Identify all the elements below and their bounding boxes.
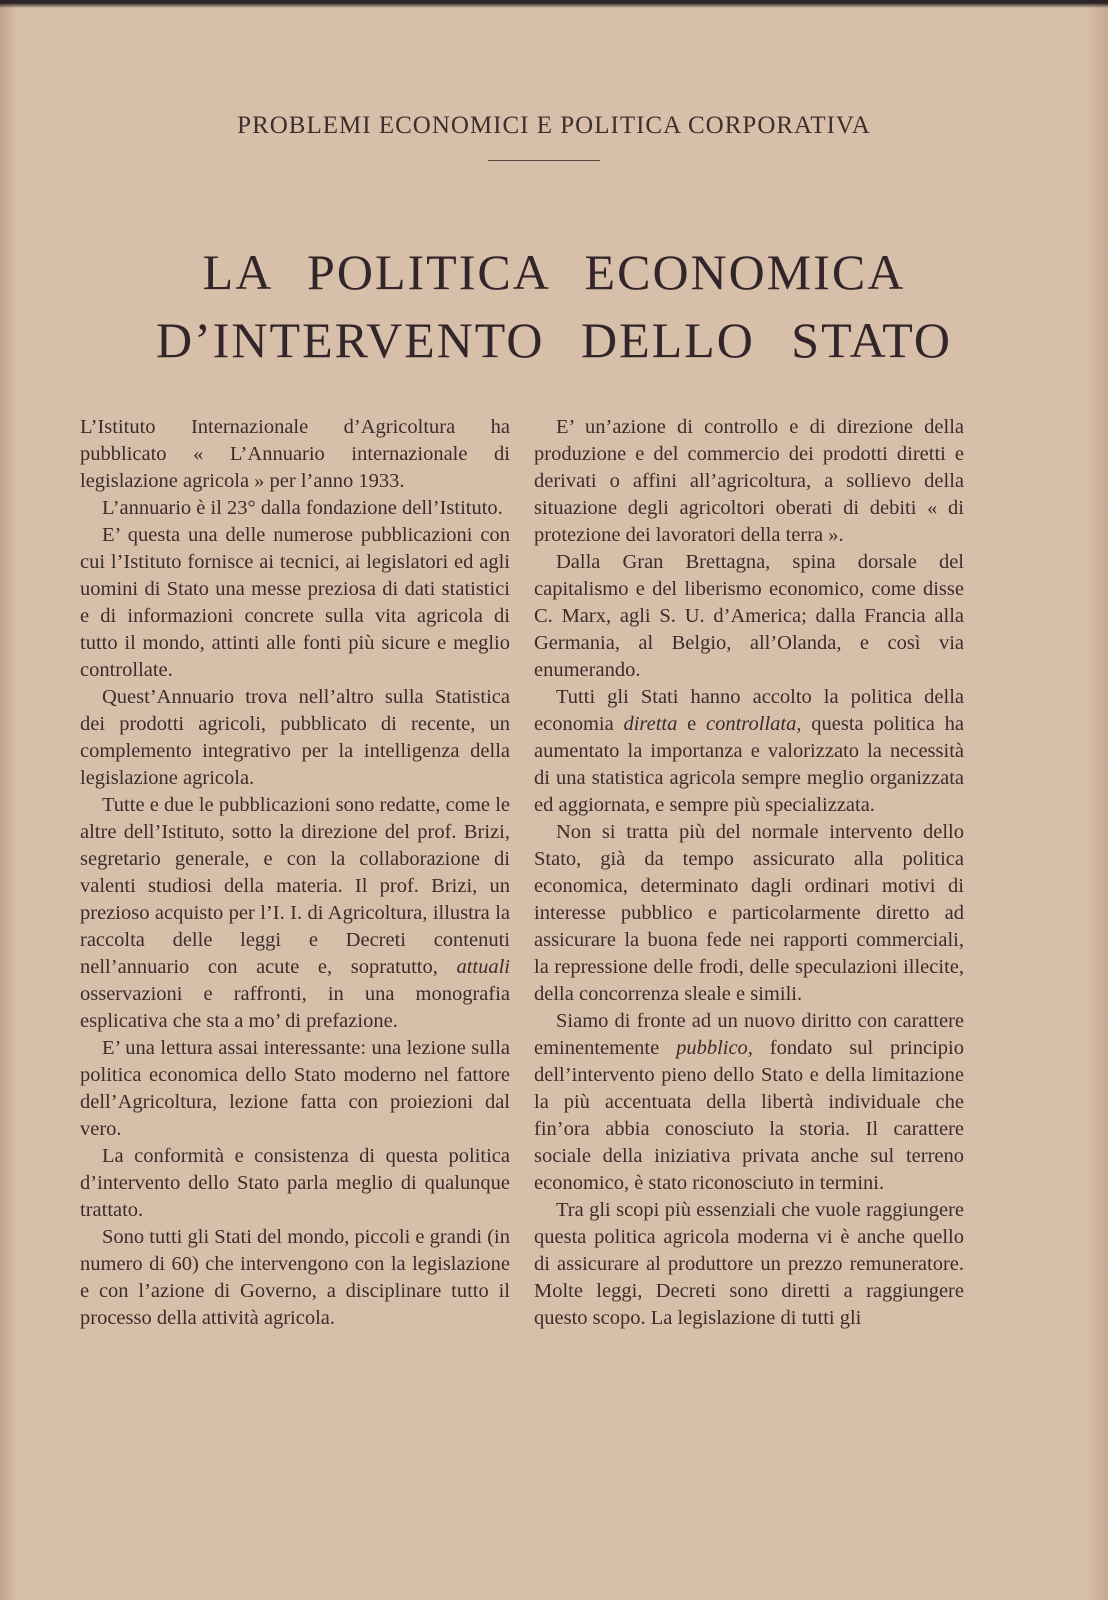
paragraph: L’Istituto Internazionale d’Agricoltura ha pubblicato « L’Annuario internazionale di legislazione agricola » per l’anno 1933. bbox=[80, 416, 510, 492]
italic-text: controllata, bbox=[706, 713, 802, 735]
paragraph: Sono tutti gli Stati del mondo, piccoli e grandi (in numero di 60) che intervengono con la legislazione e con l’azione di Governo, a disciplinare tutto il processo della attività agricola. bbox=[80, 1226, 510, 1329]
paragraph bbox=[534, 1008, 964, 1197]
paragraph: E’ una lettura assai interessante: una lezione sulla politica economica dello Stato moderno nel fattore dell’Agricoltura, lezione fatta con proiezioni dal vero. bbox=[80, 1037, 510, 1140]
paragraph: E’ un’azione di controllo e di direzione della produzione e del commercio dei prodotti diretti e derivati o affini all’agricoltura, a sollievo della situazione degli agricoltori oberati di debiti « di protezione dei lavoratori della terra ». bbox=[534, 416, 964, 546]
italic-text: diretta bbox=[623, 713, 678, 735]
text-run: fondato sul principio dell’intervento pieno dello Stato e della limitazione la più accentuata della libertà individuale che fin’ora abbia conosciuto la storia. Il carattere sociale della iniziativa privata anche sul terreno economico, è stato riconosciuto in termini. bbox=[534, 1037, 964, 1194]
article-title-line-2: D’INTERVENTO DELLO STATO bbox=[156, 312, 952, 368]
running-head: PROBLEMI ECONOMICI E POLITICA CORPORATIVA bbox=[237, 112, 871, 139]
text-run: Tutti gli Stati hanno accolto la politica della economia bbox=[534, 686, 964, 735]
paragraph: Non si tratta più del normale intervento dello Stato, già da tempo assicurato alla politica economica, determinato dagli ordinari motivi di interesse pubblico e particolarmente diretto ad assicurare la buona fede nei rapporti commerciali, la repressione delle frodi, delle speculazioni illecite, della concorrenza sleale e simili. bbox=[534, 821, 964, 1005]
page-top-edge bbox=[0, 0, 1108, 8]
text-run: osservazioni e raffronti, in una monografia esplicativa che sta a mo’ di prefazione. bbox=[80, 983, 510, 1032]
left-column bbox=[80, 414, 510, 1332]
right-column bbox=[534, 414, 964, 1332]
paragraph: Dalla Gran Brettagna, spina dorsale del capitalismo e del liberismo economico, come disse C. Marx, agli S. U. d’America; dalla Francia alla Germania, al Belgio, all’Olanda, e così via enumerando. bbox=[534, 551, 964, 681]
paragraph: L’annuario è il 23° dalla fondazione dell’Istituto. bbox=[102, 497, 503, 519]
text-run: e bbox=[677, 713, 707, 735]
text-run: Tutte e due le pubblicazioni sono redatte, come le altre dell’Istituto, sotto la direzione del prof. Brizi, segretario generale, e con la collaborazione di valenti studiosi della materia. Il prof. Brizi, un prezioso acquisto per l’I. I. di Agricoltura, illustra la raccolta delle leggi e Decreti contenuti nell’annuario con acute e, sopratutto, bbox=[80, 794, 510, 978]
article-title-line-1: LA POLITICA ECONOMICA bbox=[202, 244, 906, 300]
paragraph bbox=[534, 684, 964, 819]
paragraph bbox=[80, 792, 510, 1035]
paragraph: E’ questa una delle numerose pubblicazioni con cui l’Istituto fornisce ai tecnici, ai legislatori ed agli uomini di Stato una messe preziosa di dati statistici e di informazioni concrete sulla vita agricola di tutto il mondo, attinti alle fonti più sicure e meglio controllate. bbox=[80, 524, 510, 681]
text-run: Siamo di fronte ad un nuovo diritto con carattere eminentemente bbox=[534, 1010, 964, 1059]
paragraph: Quest’Annuario trova nell’altro sulla Statistica dei prodotti agricoli, pubblicato di recente, un complemento integrativo per la intelligenza della legislazione agricola. bbox=[80, 686, 510, 789]
italic-text: pubblico, bbox=[676, 1037, 753, 1059]
head-divider bbox=[488, 160, 600, 161]
paragraph: La conformità e consistenza di questa politica d’intervento dello Stato parla meglio di qualunque trattato. bbox=[80, 1145, 510, 1221]
text-run: questa politica ha aumentato la importanza e valorizzato la necessità di una statistica agricola sempre meglio organizzata ed aggiornata, e sempre più specializzata. bbox=[534, 713, 964, 816]
paragraph: Tra gli scopi più essenziali che vuole raggiungere questa politica agricola moderna vi è anche quello di assicurare al produttore un prezzo remuneratore. Molte leggi, Decreti sono diretti a raggiungere questo scopo. La legislazione di tutti gli bbox=[534, 1199, 964, 1329]
italic-text: attuali bbox=[456, 956, 510, 978]
